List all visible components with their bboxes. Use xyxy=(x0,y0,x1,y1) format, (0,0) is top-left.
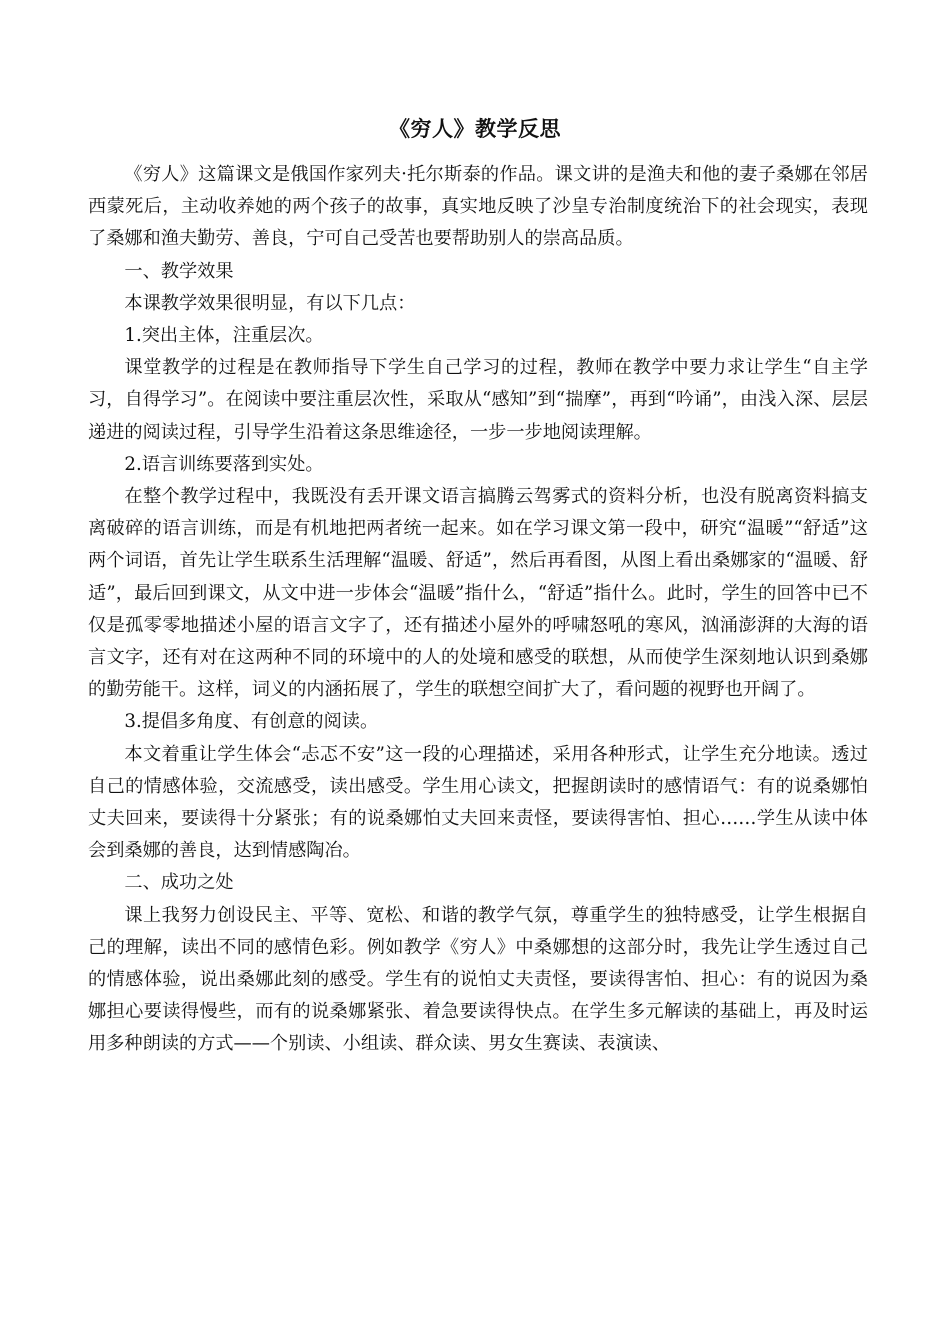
paragraph-intro: 《穷人》这篇课文是俄国作家列夫·托尔斯泰的作品。课文讲的是渔夫和他的妻子桑娜在邻居西蒙死后，主动收养她的两个孩子的故事，真实地反映了沙皇专治制度统治下的社会现实，表现了桑娜和渔夫勤劳、善良，宁可自己受苦也要帮助别人的崇高品质。 xyxy=(88,164,868,250)
paragraph-point-1: 课堂教学的过程是在教师指导下学生自己学习的过程，教师在教学中要力求让学生“自主学习，自得学习”。在阅读中要注重层次性，采取从“感知”到“揣摩”，再到“吟诵”，由浅入深、层层递进的阅读过程，引导学生沿着这条思维途径，一步一步地阅读理解。 xyxy=(88,357,868,443)
subheading-point-1: 1.突出主体，注重层次。 xyxy=(124,325,324,347)
paragraph-success: 课上我努力创设民主、平等、宽松、和谐的教学气氛，尊重学生的独特感受，让学生根据自己的理解，读出不同的感情色彩。例如教学《穷人》中桑娜想的这部分时，我先让学生透过自己的情感体验，说出桑娜此刻的感受。学生有的说怕丈夫责怪，要读得害怕、担心：有的说因为桑娜担心要读得慢些，而有的说桑娜紧张、着急要读得快点。在学生多元解读的基础上，再及时运用多种朗读的方式——个别读、小组读、群众读、男女生赛读、表演读、 xyxy=(88,904,868,1055)
paragraph-point-2: 在整个教学过程中，我既没有丢开课文语言搞腾云驾雾式的资料分析，也没有脱离资料搞支离破碎的语言训练，而是有机地把两者统一起来。如在学习课文第一段中，研究“温暖”“舒适”这两个词语，首先让学生联系生活理解“温暖、舒适”，然后再看图，从图上看出桑娜家的“温暖、舒适”，最后回到课文，从文中进一步体会“温暖”指什么，“舒适”指什么。此时，学生的回答中已不仅是孤零零地描述小屋的语言文字了，还有描述小屋外的呼啸怒吼的寒风，汹涌澎湃的大海的语言文字，还有对在这两种不同的环境中的人的处境和感受的联想，从而使学生深刻地认识到桑娜的勤劳能干。这样，词义的内涵拓展了，学生的联想空间扩大了，看问题的视野也开阔了。 xyxy=(88,486,868,701)
subheading-point-2: 2.语言训练要落到实处。 xyxy=(124,453,324,475)
heading-success: 二、成功之处 xyxy=(124,872,234,894)
paragraph-effect-summary: 本课教学效果很明显，有以下几点： xyxy=(124,292,416,314)
heading-teaching-effect: 一、教学效果 xyxy=(124,260,234,282)
page-title: 《穷人》教学反思 xyxy=(389,117,561,141)
paragraph-point-3: 本文着重让学生体会“忐忑不安”这一段的心理描述，采用各种形式，让学生充分地读。透过自己的情感体验，交流感受，读出感受。学生用心读文，把握朗读时的感情语气：有的说桑娜怕丈夫回来，要读得十分紧张；有的说桑娜怕丈夫回来责怪，要读得害怕、担心……学生从读中体会到桑娜的善良，达到情感陶冶。 xyxy=(88,743,868,862)
document-body xyxy=(88,159,868,1061)
subheading-point-3: 3.提倡多角度、有创意的阅读。 xyxy=(124,711,379,733)
